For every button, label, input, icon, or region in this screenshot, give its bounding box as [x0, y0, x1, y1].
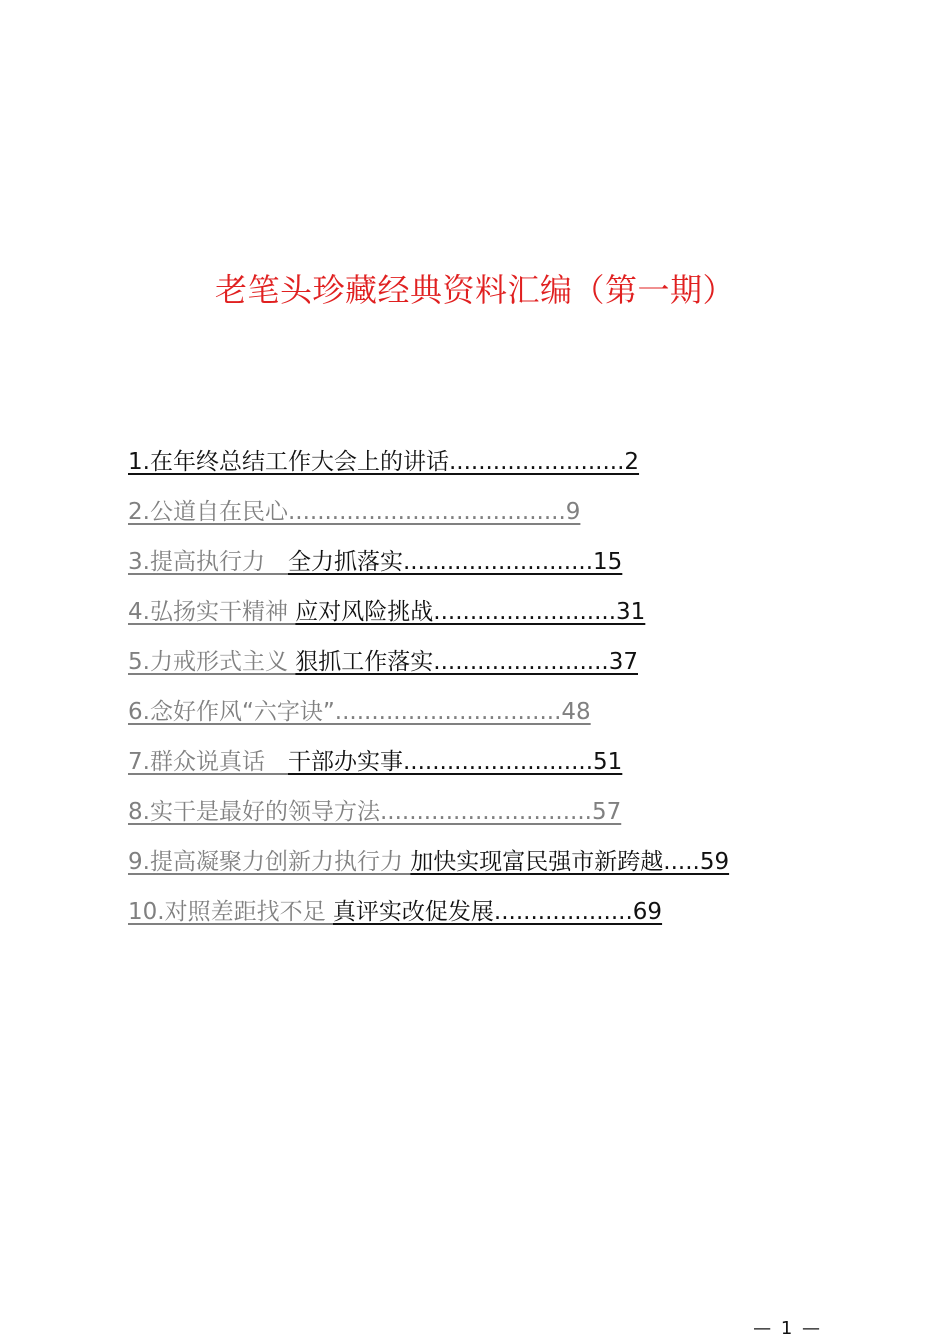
toc-entry-7-gray: 7.群众说真话	[128, 749, 288, 775]
toc-entry-8[interactable]	[128, 792, 848, 842]
toc-entry-1-text: 1.在年终总结工作大会上的讲话........................2	[128, 449, 640, 475]
toc-entry-2-gray: 2.公道自在民心......................................9	[128, 499, 581, 525]
toc-entry-4[interactable]	[128, 592, 848, 642]
toc-entry-3-text: 全力抓落实..........................15	[287, 549, 623, 575]
toc-entry-4-gray: 4.弘扬实干精神	[128, 599, 296, 625]
toc-entry-2[interactable]	[128, 492, 848, 542]
toc-entry-5-text: 狠抓工作落实........................37	[295, 649, 638, 675]
toc-entry-8-gray: 8.实干是最好的领导方法.............................57	[128, 799, 622, 825]
toc-entry-3[interactable]	[128, 542, 848, 592]
toc-entry-10-gray: 10.对照差距找不足	[128, 899, 333, 925]
toc-entry-9-gray: 9.提高凝聚力创新力执行力	[128, 849, 411, 875]
toc-entry-4-text: 应对风险挑战.........................31	[295, 599, 646, 625]
toc-entry-9[interactable]	[128, 842, 848, 892]
page-number: — 1 —	[753, 1318, 822, 1339]
toc-entry-7[interactable]	[128, 742, 848, 792]
toc-entry-5-gray: 5.力戒形式主义	[128, 649, 296, 675]
toc-entry-5[interactable]	[128, 642, 848, 692]
toc-entry-7-text: 干部办实事..........................51	[287, 749, 623, 775]
toc-entry-3-gray: 3.提高执行力	[128, 549, 288, 575]
document-title: 老笔头珍藏经典资料汇编（第一期）	[214, 271, 735, 309]
toc-entry-6-gray: 6.念好作风“六字诀”...............................48	[128, 699, 591, 725]
table-of-contents	[128, 442, 848, 942]
toc-entry-10[interactable]	[128, 892, 848, 942]
toc-entry-10-text: 真评实改促发展...................69	[332, 899, 663, 925]
toc-entry-1[interactable]	[128, 442, 848, 492]
toc-entry-9-text: 加快实现富民强市新跨越.....59	[410, 849, 730, 875]
toc-entry-6[interactable]	[128, 692, 848, 742]
